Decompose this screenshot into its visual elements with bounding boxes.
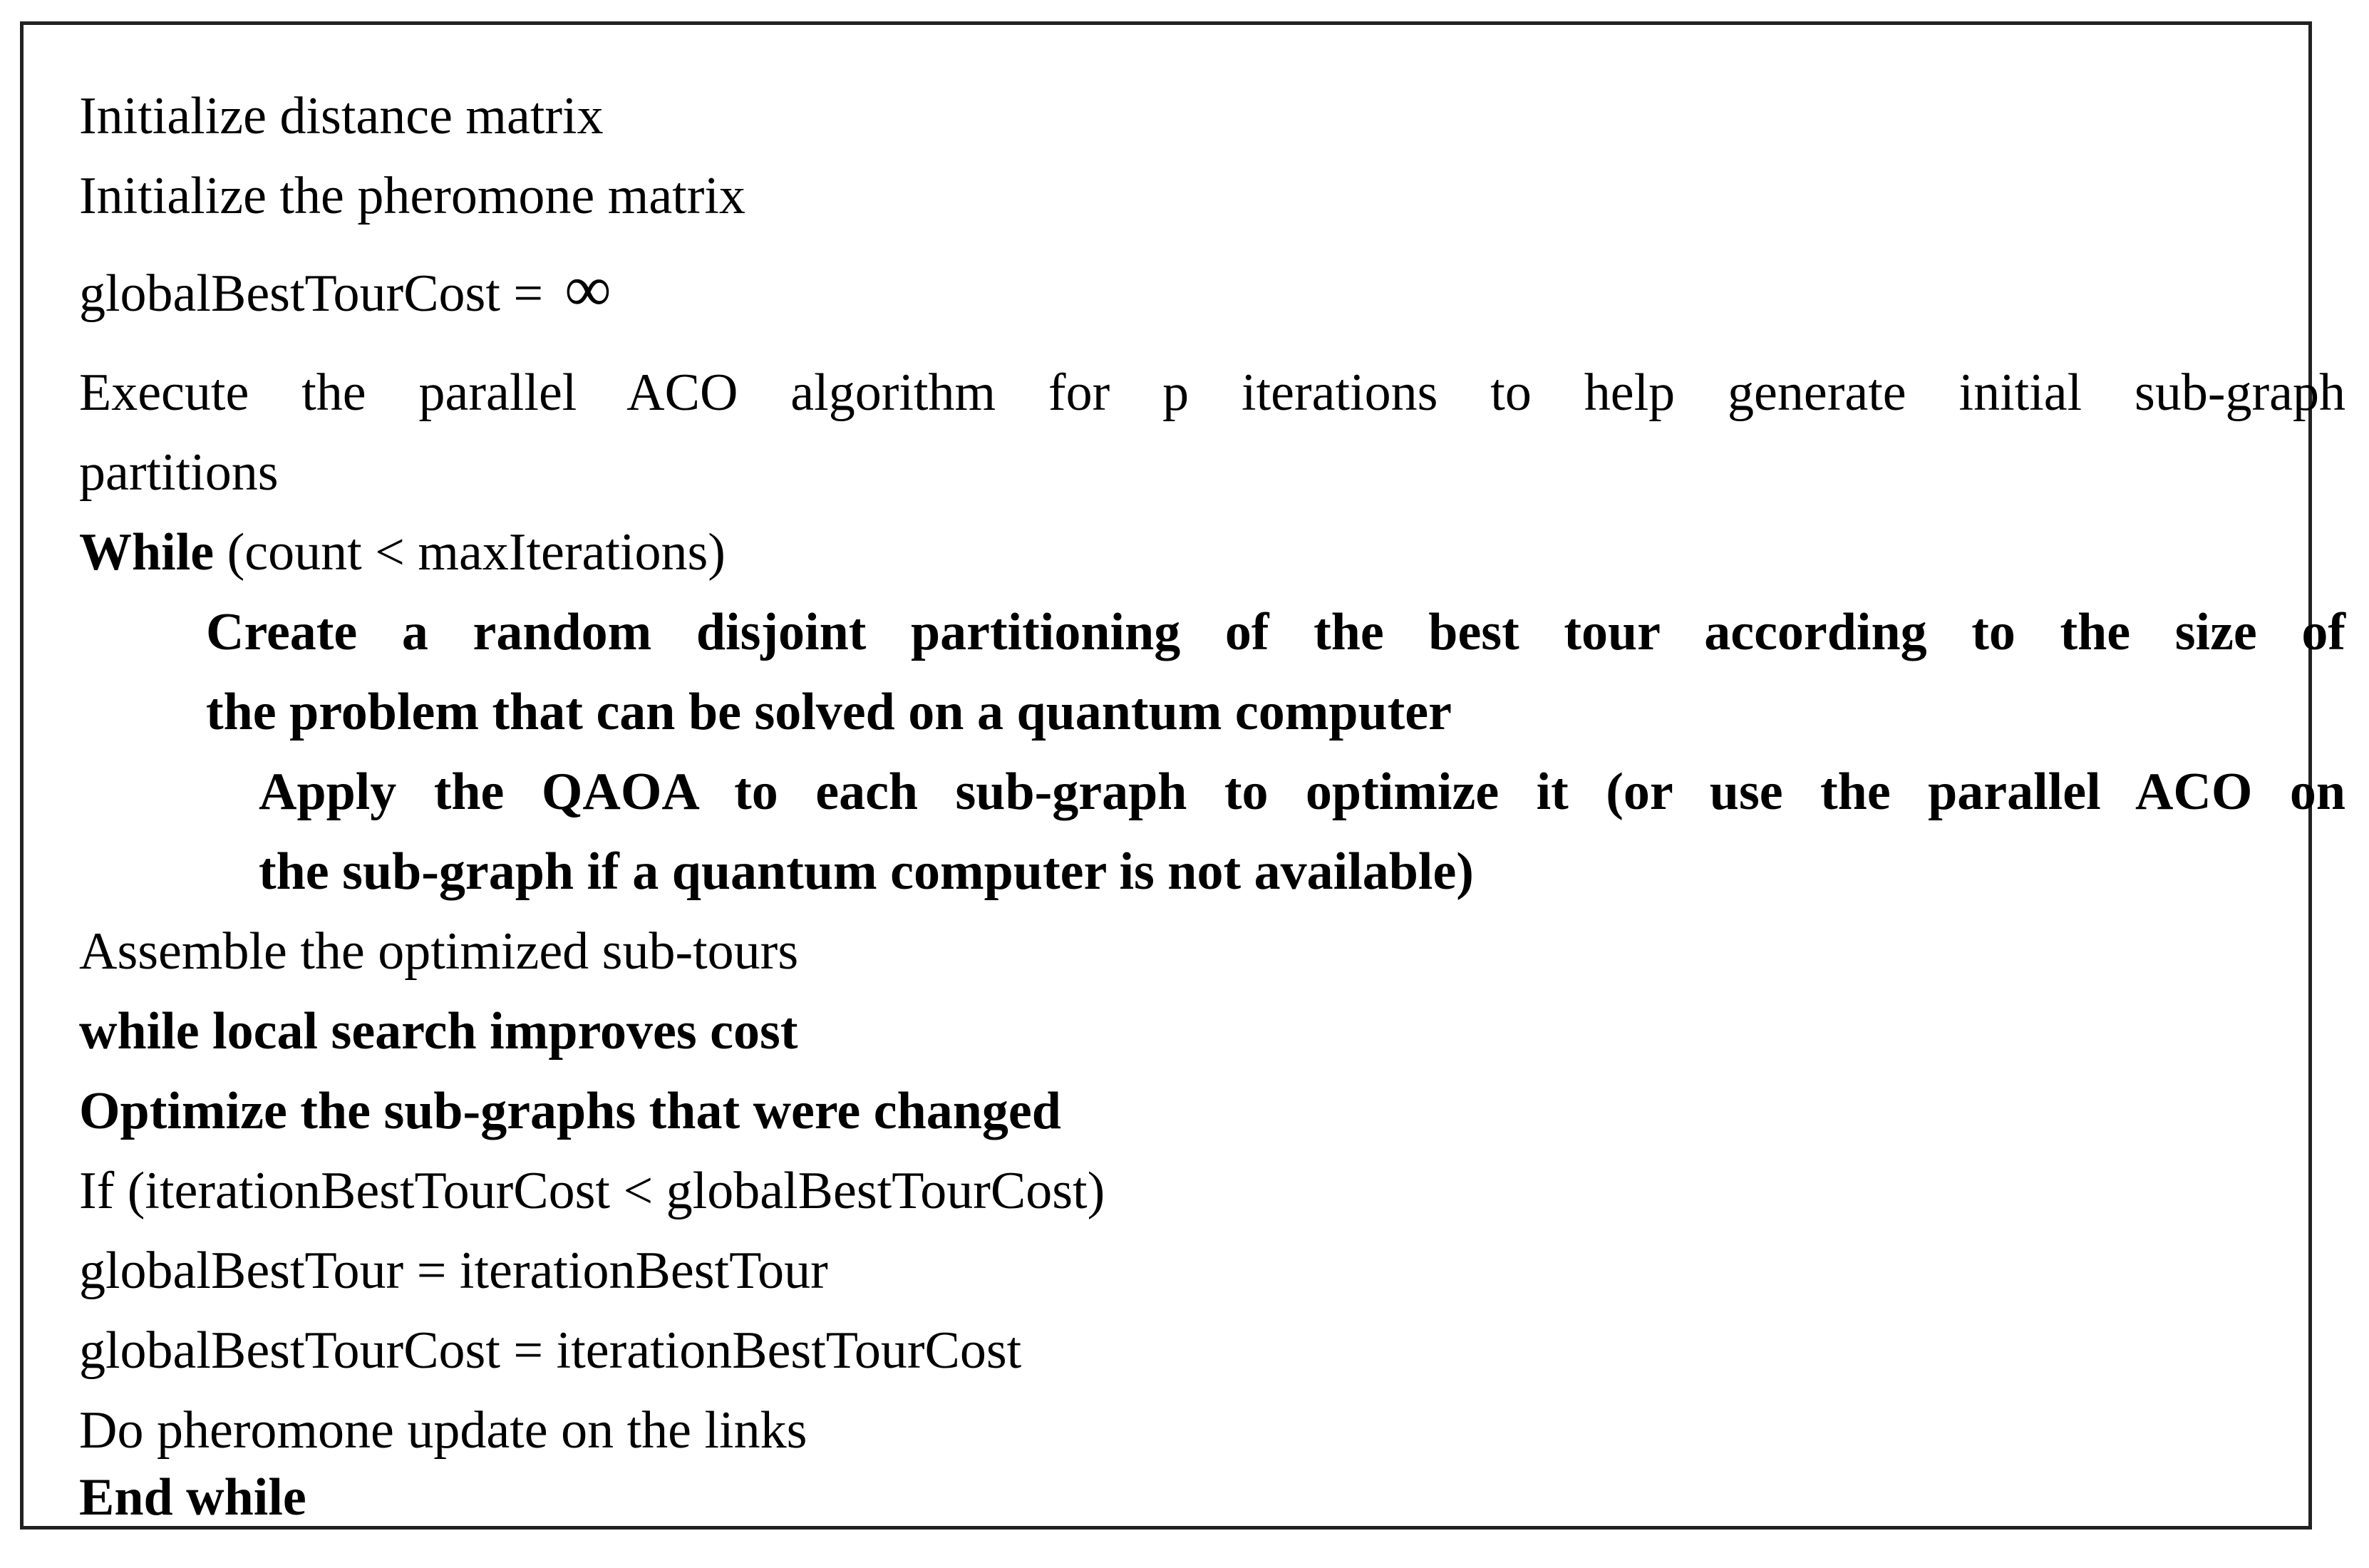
line-text: the sub-graph if a quantum computer is not available) (259, 842, 1474, 901)
line-text: while local search improves cost (79, 1002, 798, 1061)
algorithm-box (20, 21, 2345, 1530)
line-text: Optimize the sub-graphs that were changed (79, 1082, 1061, 1140)
line-text: partitions (79, 443, 279, 502)
algorithm-line (206, 592, 2345, 672)
algorithm-line (259, 752, 2345, 832)
line-text: the problem that can be solved on a quantum computer (206, 683, 1452, 741)
line-text: Apply the QAOA to each sub-graph to optimize it (or use the parallel ACO on (259, 763, 2345, 821)
line-text: If (iterationBestTourCost < globalBestTourCost) (79, 1162, 1105, 1220)
algorithm-line (79, 1231, 828, 1311)
algorithm-line (79, 353, 2345, 433)
line-text: Create a random disjoint partitioning of the best tour according to the size of (206, 603, 2345, 661)
algorithm-line (79, 912, 798, 991)
infinity-symbol: ∞ (564, 252, 611, 325)
algorithm-line (79, 512, 726, 592)
line-text: globalBestTourCost = (79, 264, 544, 323)
algorithm-line (259, 832, 1474, 912)
line-text: globalBestTourCost = iterationBestTourCost (79, 1321, 1022, 1380)
algorithm-line (79, 1458, 306, 1537)
algorithm-line (79, 1071, 1061, 1151)
line-text: Initialize distance matrix (79, 87, 604, 145)
algorithm-line (79, 1311, 1021, 1391)
line-text: End while (79, 1468, 306, 1527)
line-text: Do pheromone update on the links (79, 1401, 807, 1460)
line-text: Assemble the optimized sub-tours (79, 922, 799, 981)
algorithm-line (79, 249, 611, 334)
algorithm-line (79, 433, 279, 512)
algorithm-line (79, 76, 604, 156)
algorithm-line (79, 991, 798, 1071)
algorithm-line (206, 672, 1452, 752)
line-text: Execute the parallel ACO algorithm for p iterations to help generate initial sub-graph (79, 363, 2345, 422)
line-text: Initialize the pheromone matrix (79, 167, 745, 225)
line-text: (count < maxIterations) (214, 523, 726, 582)
algorithm-line (79, 1151, 1105, 1231)
keyword-while: While (79, 523, 215, 582)
algorithm-line (79, 156, 745, 236)
line-text: globalBestTour = iterationBestTour (79, 1242, 828, 1300)
